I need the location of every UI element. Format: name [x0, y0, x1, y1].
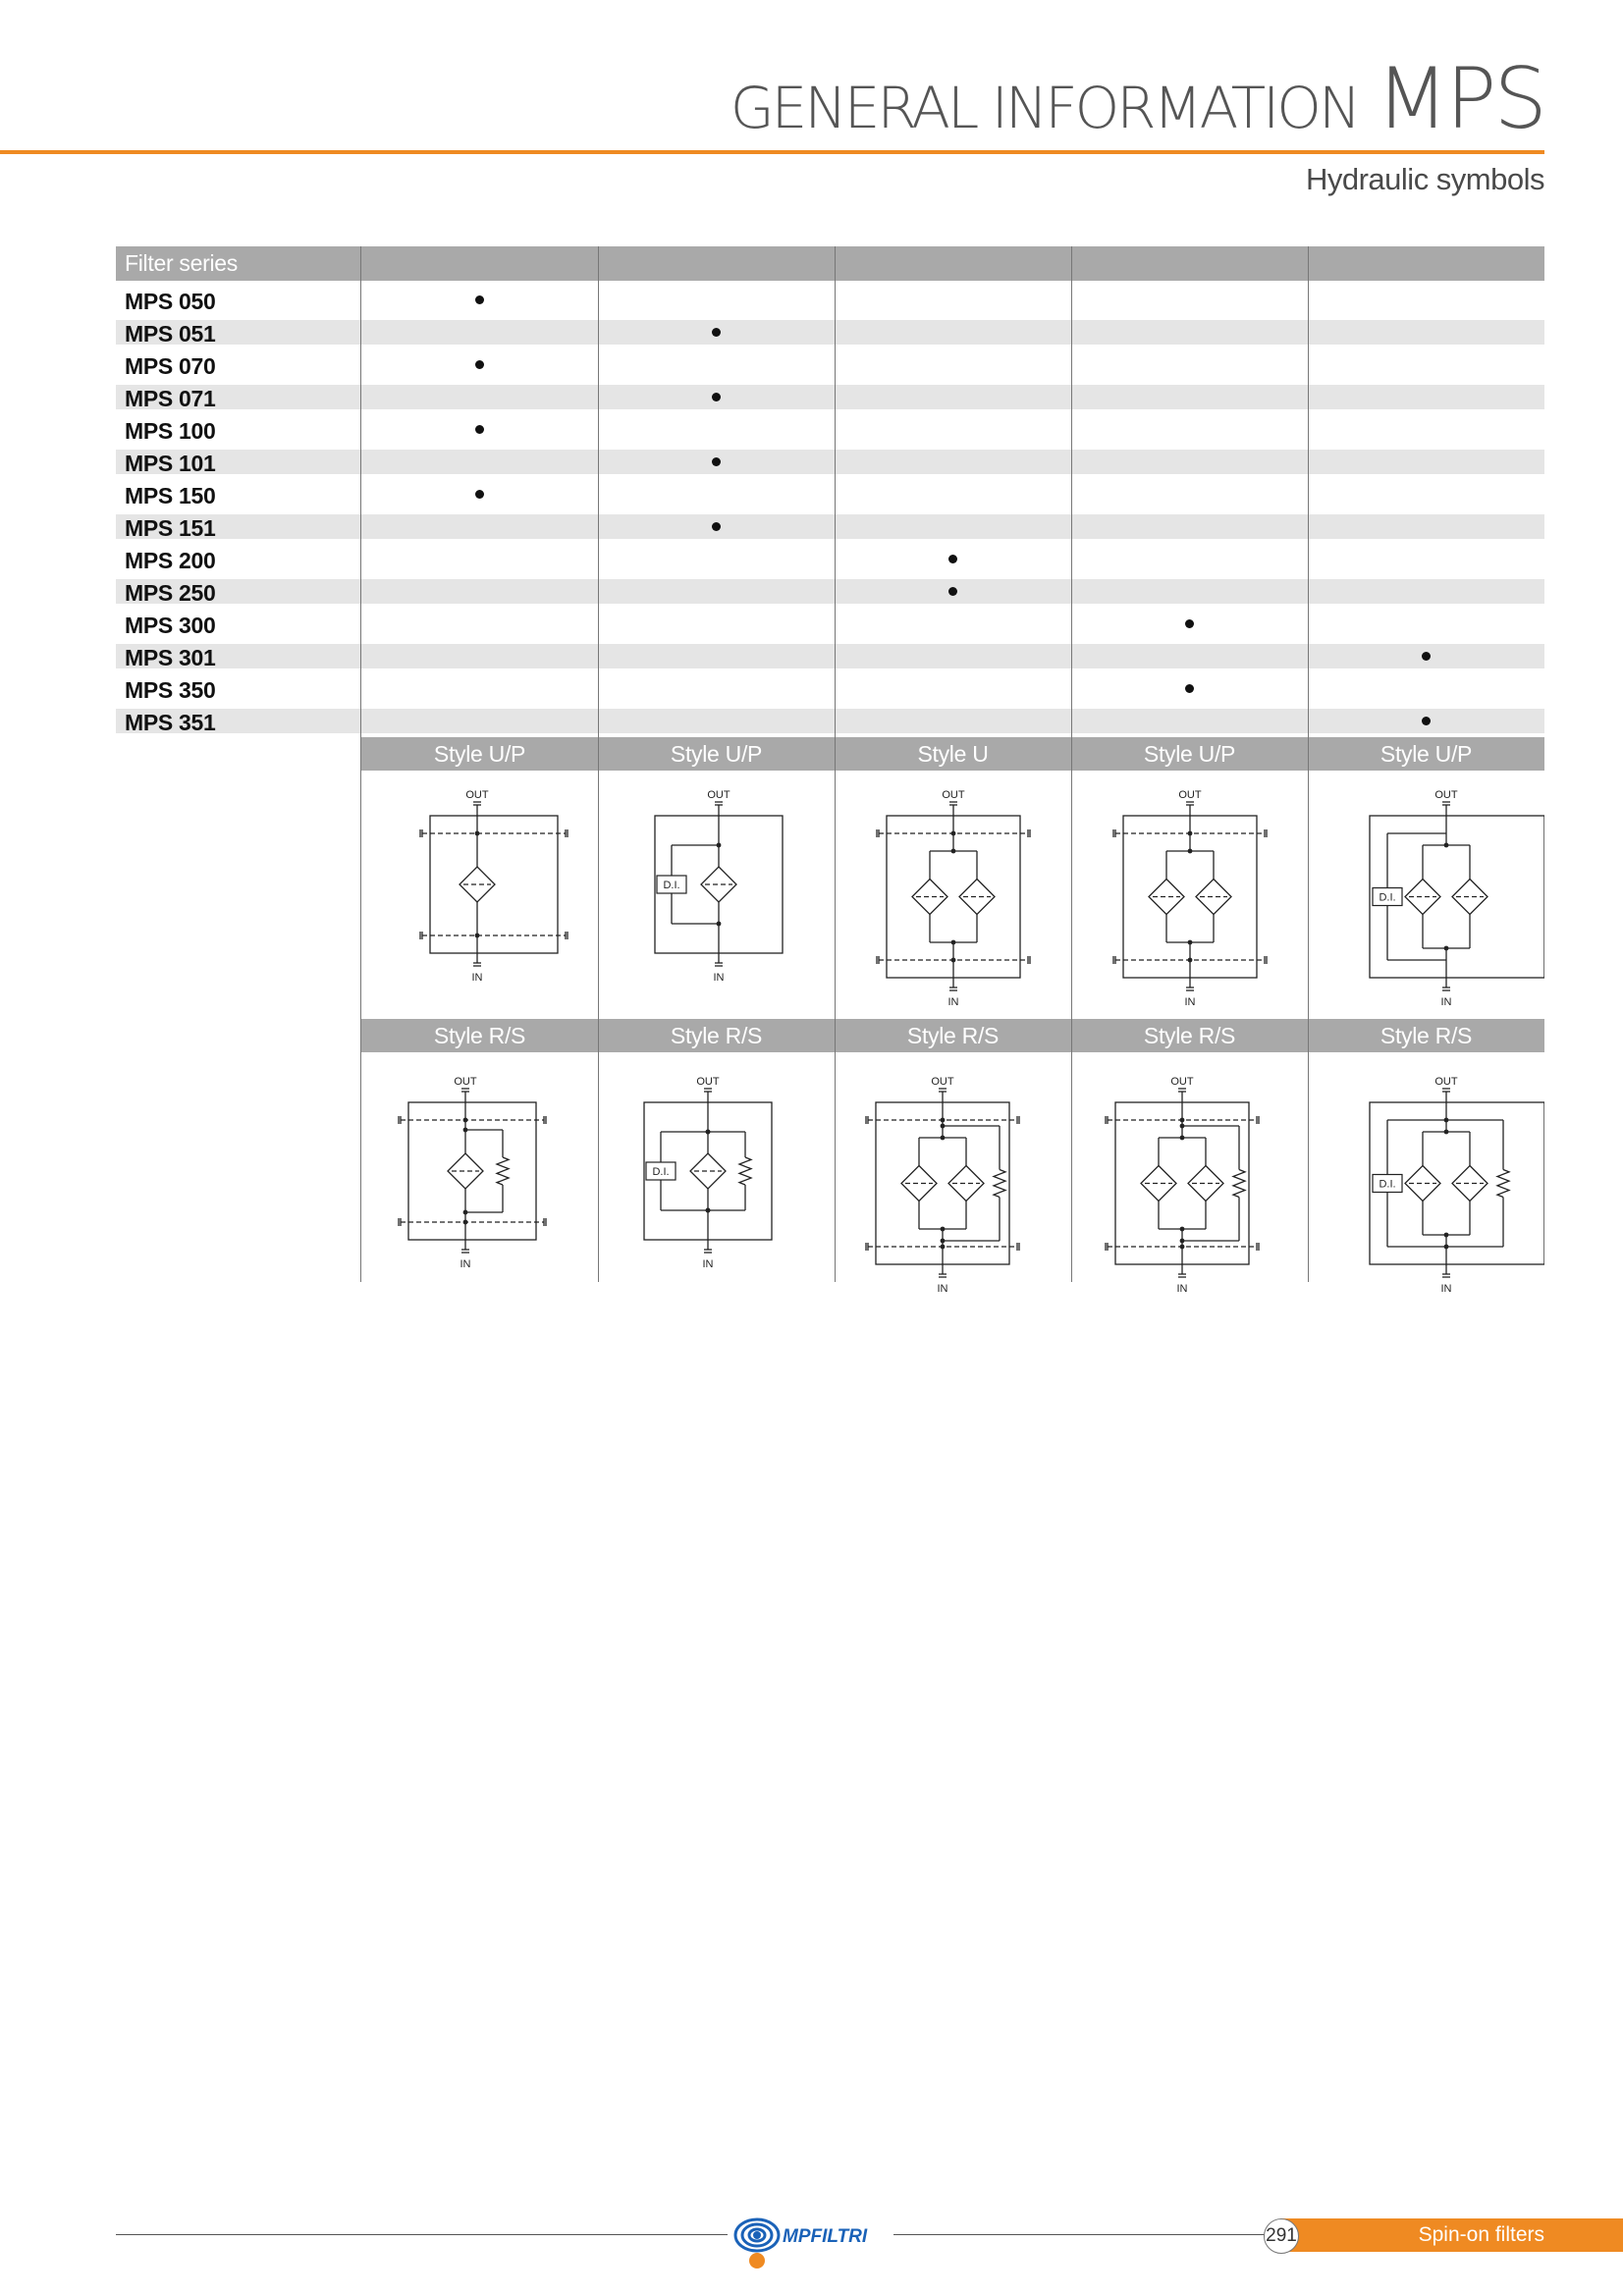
- table-row: [116, 709, 1544, 733]
- filter-series-label: MPS 050: [125, 289, 216, 314]
- style-label: Style R/S: [433, 1023, 526, 1048]
- filter-series-label: MPS 070: [125, 353, 216, 379]
- applicability-dot: [712, 522, 721, 531]
- svg-text:IN: IN: [471, 972, 482, 983]
- filter-series-label: MPS 100: [125, 418, 216, 444]
- svg-text:D.I.: D.I.: [651, 1166, 670, 1178]
- column-divider: [1071, 246, 1072, 1282]
- svg-text:IN: IN: [947, 996, 958, 1007]
- footer-rule-left: [116, 2234, 728, 2235]
- hydraulic-symbol-diagram: [1348, 1073, 1544, 1294]
- table-row: [116, 644, 1544, 668]
- table-row: [116, 482, 1544, 507]
- svg-text:IN: IN: [1176, 1283, 1187, 1294]
- filter-series-label: MPS 301: [125, 645, 216, 670]
- svg-text:OUT: OUT: [1434, 1076, 1458, 1088]
- svg-text:D.I.: D.I.: [1378, 1178, 1396, 1191]
- style-label: Style U/P: [433, 741, 526, 767]
- applicability-dot: [948, 587, 957, 596]
- style-label: Style R/S: [670, 1023, 763, 1048]
- svg-text:OUT: OUT: [941, 789, 965, 801]
- applicability-dot: [1422, 652, 1431, 661]
- table-row: [116, 676, 1544, 701]
- column-divider: [598, 246, 599, 1282]
- hydraulic-symbol-diagram: [844, 1073, 1041, 1294]
- table-row: [116, 385, 1544, 409]
- applicability-dot: [475, 360, 484, 369]
- style-label: Style U/P: [1380, 741, 1473, 767]
- style-label: Style U: [917, 741, 989, 767]
- applicability-dot: [475, 295, 484, 304]
- filter-series-label: MPS 351: [125, 710, 216, 735]
- page-number: 291: [1264, 2218, 1299, 2254]
- svg-text:IN: IN: [1184, 996, 1195, 1007]
- style-label: Style R/S: [1143, 1023, 1236, 1048]
- table-row: [116, 547, 1544, 571]
- hydraulic-symbol-diagram: [855, 786, 1052, 1007]
- mpfiltri-logo: [731, 2214, 893, 2279]
- column-divider: [360, 246, 361, 737]
- svg-text:OUT: OUT: [1169, 1076, 1194, 1088]
- svg-text:OUT: OUT: [695, 1076, 720, 1088]
- table-row: [116, 417, 1544, 442]
- svg-text:OUT: OUT: [930, 1076, 954, 1088]
- svg-text:OUT: OUT: [1177, 789, 1202, 801]
- style-label: Style U/P: [670, 741, 763, 767]
- svg-text:D.I.: D.I.: [662, 880, 680, 891]
- hydraulic-symbol-diagram: [1348, 786, 1544, 1007]
- applicability-dot: [1422, 717, 1431, 725]
- filter-series-label: MPS 101: [125, 451, 216, 476]
- column-divider: [1308, 246, 1309, 1282]
- svg-text:IN: IN: [1440, 1283, 1451, 1294]
- svg-text:D.I.: D.I.: [1378, 891, 1396, 904]
- hydraulic-symbol-diagram: [1092, 786, 1288, 1007]
- hydraulic-symbol-diagram: [610, 1073, 806, 1269]
- table-row: [116, 612, 1544, 636]
- svg-text:OUT: OUT: [706, 789, 730, 801]
- table-row: [116, 579, 1544, 604]
- filter-series-label: MPS 200: [125, 548, 216, 573]
- style-label: Style R/S: [1380, 1023, 1473, 1048]
- style-band-top: [361, 737, 1544, 771]
- table-row: [116, 514, 1544, 539]
- filter-series-label: MPS 051: [125, 321, 216, 347]
- applicability-dot: [948, 555, 957, 563]
- applicability-dot: [712, 328, 721, 337]
- applicability-dot: [475, 490, 484, 499]
- style-label: Style U/P: [1143, 741, 1236, 767]
- svg-text:OUT: OUT: [1434, 789, 1458, 801]
- svg-text:IN: IN: [1440, 996, 1451, 1007]
- filter-series-label: MPS 250: [125, 580, 216, 606]
- applicability-dot: [1185, 684, 1194, 693]
- filter-series-label: MPS 071: [125, 386, 216, 411]
- hydraulic-symbol-diagram: [621, 786, 817, 983]
- filter-series-label: MPS 151: [125, 515, 216, 541]
- header-rule: [0, 150, 1544, 154]
- series-name: MPS: [1376, 50, 1544, 148]
- footer-rule-right: [893, 2234, 1267, 2235]
- style-band-bottom: [361, 1019, 1544, 1052]
- applicability-dot: [712, 393, 721, 401]
- svg-text:IN: IN: [713, 972, 724, 983]
- filter-series-label: MPS 300: [125, 613, 216, 638]
- page-title: [730, 50, 1544, 148]
- style-label: Style R/S: [906, 1023, 1000, 1048]
- svg-text:IN: IN: [702, 1258, 713, 1269]
- column-divider: [360, 737, 361, 1282]
- hydraulic-symbol-diagram: [1084, 1073, 1280, 1294]
- table-header-label: Filter series: [125, 250, 238, 276]
- applicability-dot: [475, 425, 484, 434]
- table-header-row: [116, 246, 1544, 281]
- page-subtitle: Hydraulic symbols: [1305, 162, 1544, 196]
- hydraulic-symbol-diagram: [379, 786, 575, 983]
- svg-text:IN: IN: [460, 1258, 470, 1269]
- table-row: [116, 352, 1544, 377]
- section-tab: Spin-on filters: [1280, 2218, 1623, 2252]
- svg-text:OUT: OUT: [464, 789, 489, 801]
- applicability-dot: [712, 457, 721, 466]
- logo-text: MPFILTRI: [783, 2226, 868, 2247]
- applicability-dot: [1185, 619, 1194, 628]
- page-title-text: GENERAL INFORMATION: [730, 75, 1359, 141]
- svg-text:IN: IN: [937, 1283, 947, 1294]
- filter-series-label: MPS 150: [125, 483, 216, 508]
- hydraulic-symbol-diagram: [367, 1073, 564, 1269]
- table-row: [116, 320, 1544, 345]
- filter-series-label: MPS 350: [125, 677, 216, 703]
- table-row: [116, 450, 1544, 474]
- svg-text:OUT: OUT: [453, 1076, 477, 1088]
- column-divider: [835, 246, 836, 1282]
- table-row: [116, 288, 1544, 312]
